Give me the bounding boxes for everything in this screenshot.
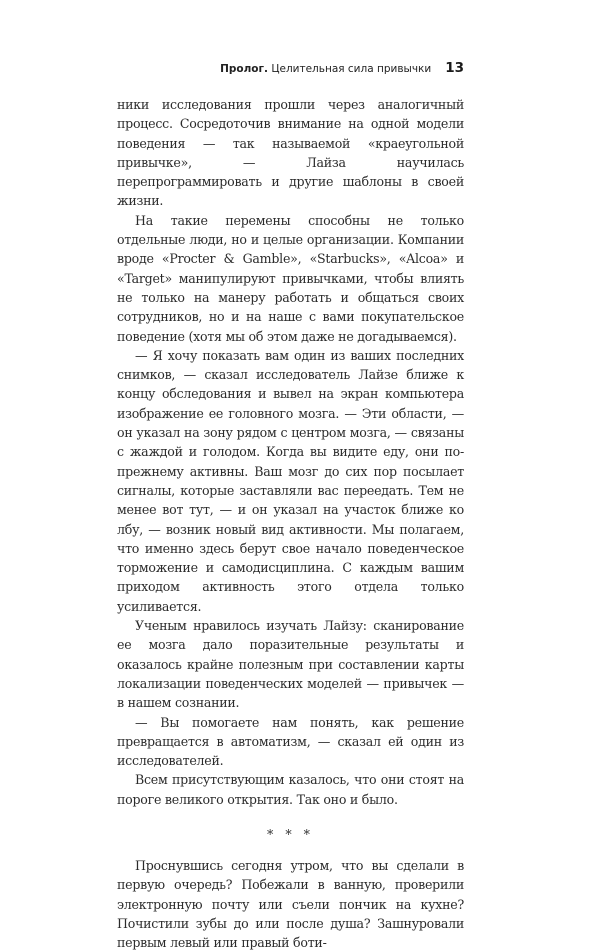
page-number: 13: [445, 60, 464, 76]
body-text: [117, 95, 464, 952]
paragraph: ники исследования прошли через аналогичный процесс. Сосредоточив внимание на одной модели поведения — так называемой «краеугольной привычке», — Лайза научилась перепрограммировать и другие шаблоны в своей жизни.: [117, 97, 464, 209]
paragraph: Всем присутствующим казалось, что они стоят на пороге великого открытия. Так оно и было.: [117, 772, 464, 807]
chapter-title: [220, 63, 431, 75]
section-divider: * * *: [267, 826, 314, 842]
book-page: [117, 60, 464, 952]
paragraph: Проснувшись сегодня утром, что вы сделали в первую очередь? Побежали в ванную, проверили электронную почту или съели пончик на кухне? Почистили зубы до или после душа? Зашнуровали первым левый или правый боти-: [117, 857, 464, 951]
running-header: [117, 60, 464, 76]
paragraph: Ученым нравилось изучать Лайзу: сканирование ее мозга дало поразительные результаты и оказалось крайне полезным при составлении карты локализации поведенческих моделей — привычек — в нашем сознании.: [117, 618, 464, 711]
paragraph: На такие перемены способны не только отдельные люди, но и целые организации. Компании вроде «Procter & Gamble», «Starbucks», «Alcoa» и «Target» манипулируют привычками, чтобы влиять не только на манеру работать и общаться своих сотрудников, но и на наше с вами покупательское поведение (хотя мы об этом даже не догадываемся).: [117, 212, 464, 344]
chapter-label: Пролог.: [220, 63, 268, 75]
paragraph: — Я хочу показать вам один из ваших последних снимков, — сказал исследователь Лайзе ближе к концу обследования и вывел на экран компьютера изображение ее головного мозга. — Эти области, — он указал на зону рядом с центром мозга, — связаны с жаждой и голодом. Когда вы видите еду, они по-прежнему активны. Ваш мозг до сих пор посылает сигналы, которые заставляли вас переедать. Тем не менее вот тут, — и он указал на участок ближе ко лбу, — возник новый вид активности. Мы полагаем, что именно здесь берут свое начало поведенческое торможение и самодисциплина. С каждым вашим приходом активность этого отдела только усиливается.: [117, 347, 464, 614]
chapter-name: Целительная сила привычки: [268, 63, 432, 75]
paragraph: — Вы помогаете нам понять, как решение превращается в автоматизм, — сказал ей один из исследователей.: [117, 714, 464, 769]
